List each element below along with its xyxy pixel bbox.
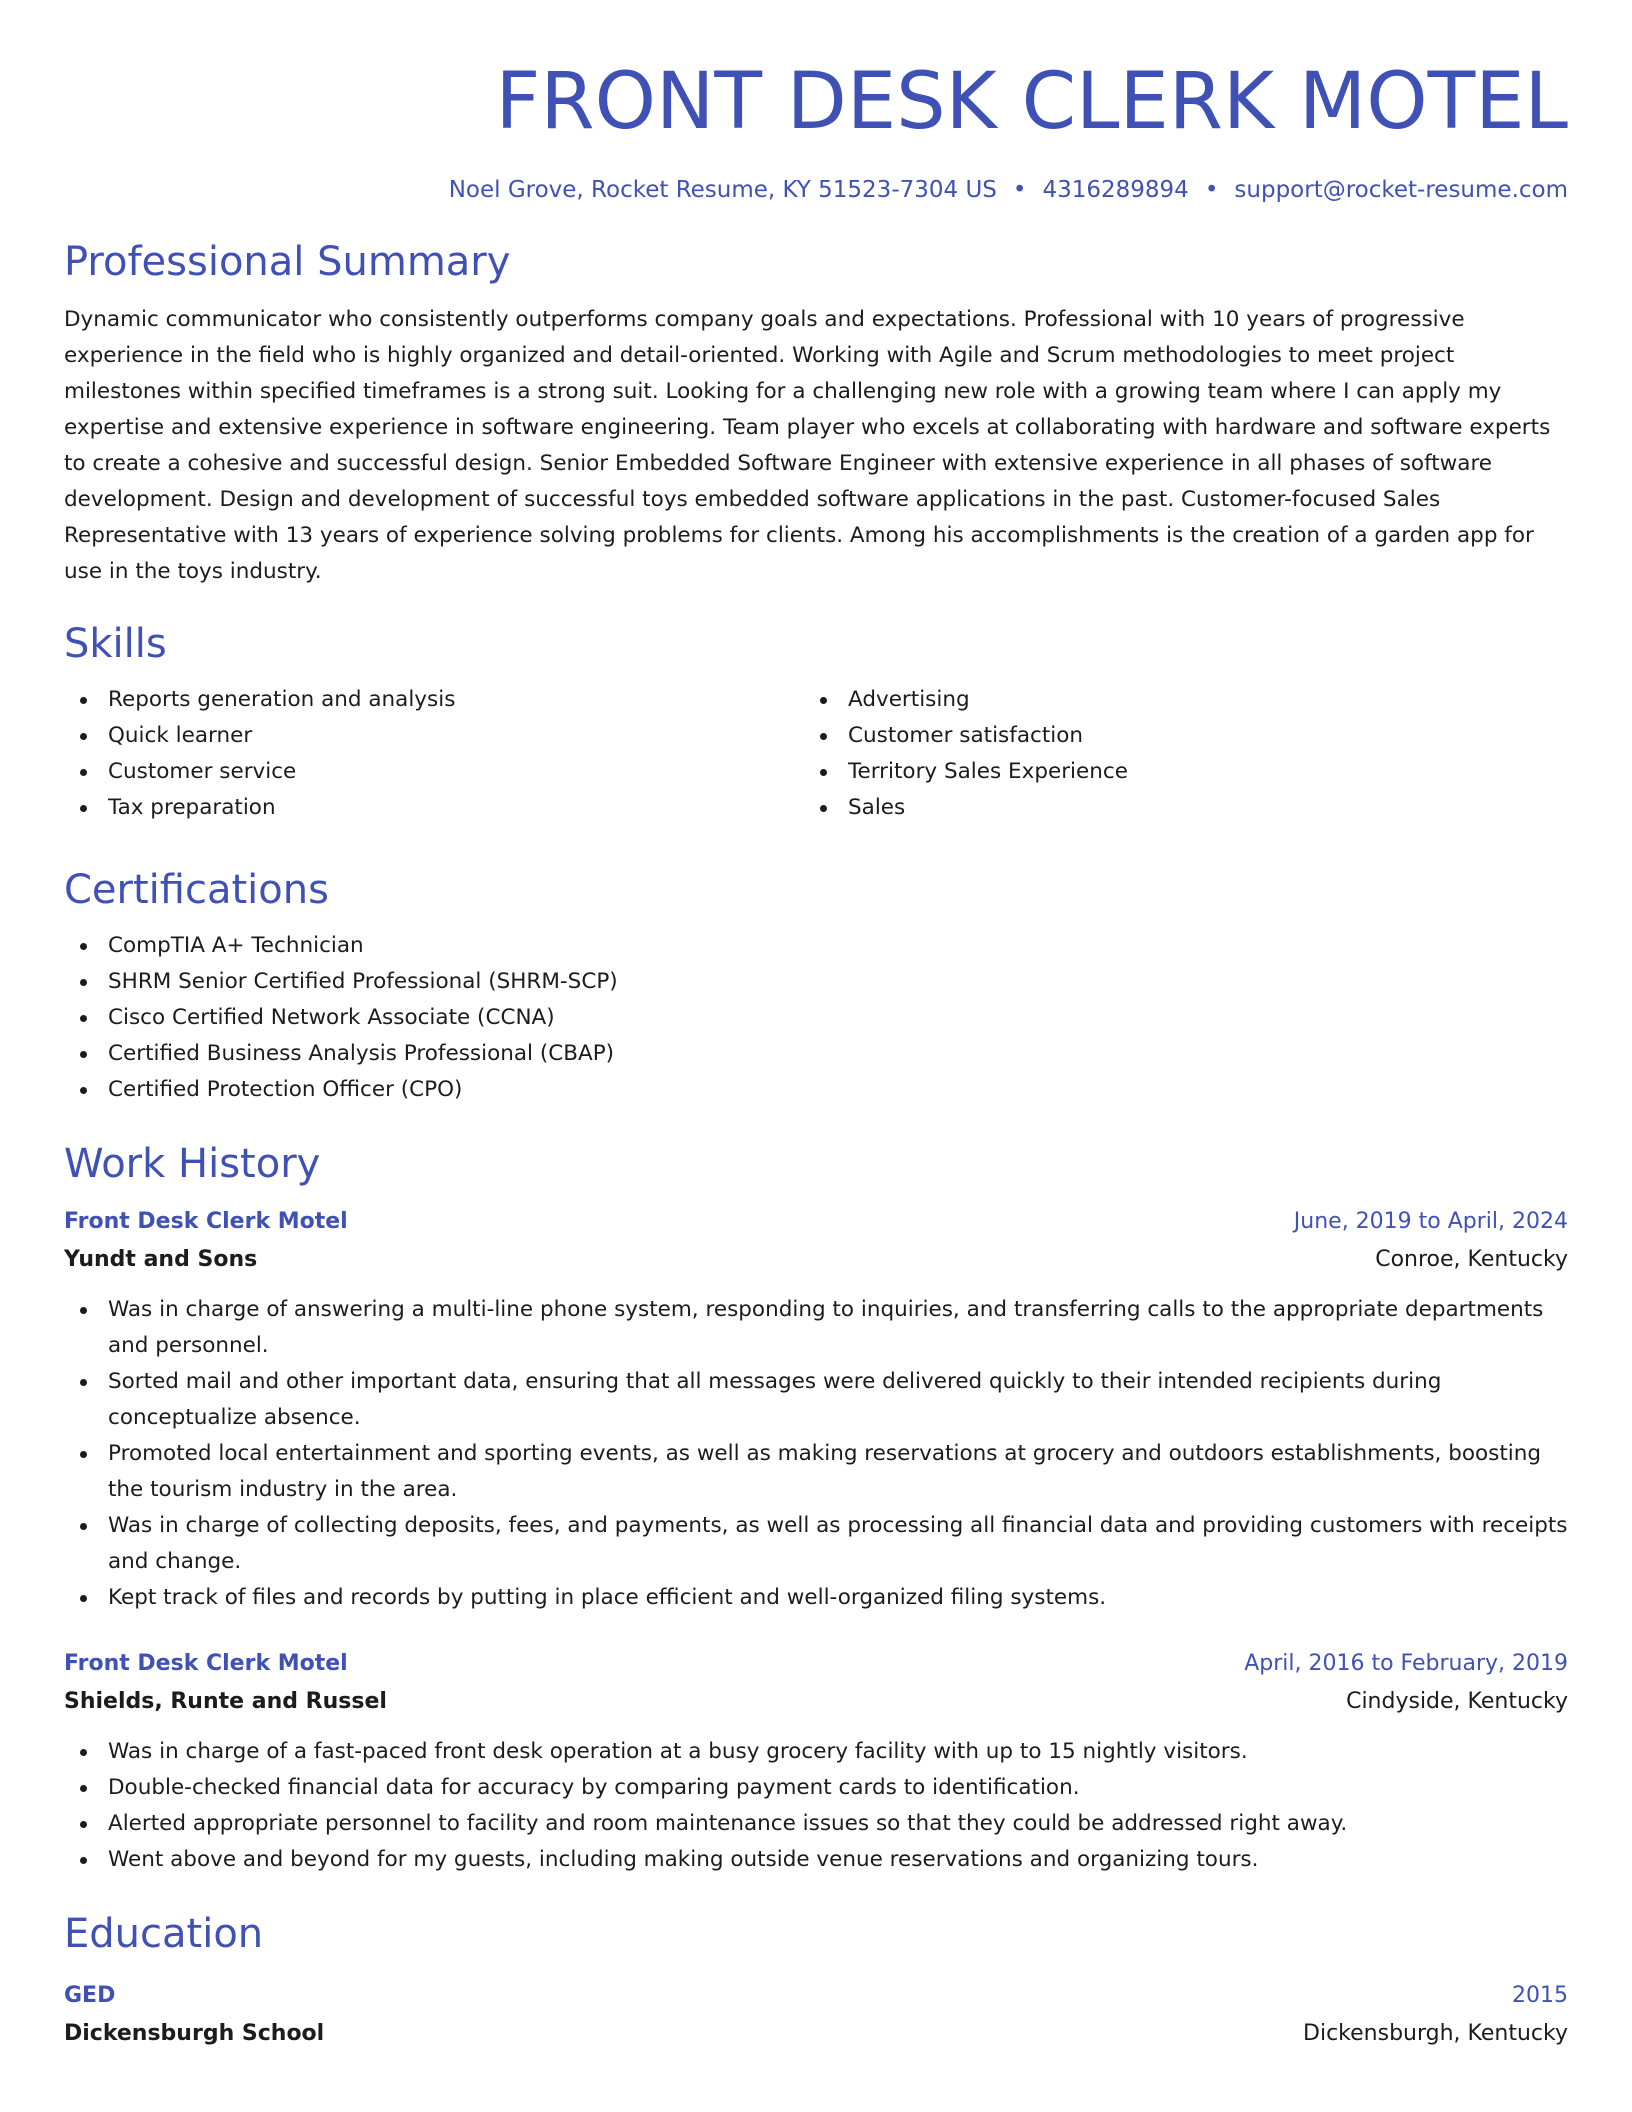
bullet-icon: [80, 979, 87, 986]
skill-item: [804, 718, 1544, 754]
bullet-icon: [820, 697, 827, 704]
bullet-icon: [80, 1087, 87, 1094]
certification-item: [64, 1036, 1568, 1072]
skills-heading: Skills: [64, 621, 167, 667]
contact-separator: •: [1204, 177, 1219, 203]
bullet-icon: [80, 1523, 87, 1530]
job-duty: [64, 1580, 1568, 1616]
candidate-name: FRONT DESK CLERK MOTEL: [495, 57, 1568, 147]
contact-separator: •: [1012, 177, 1027, 203]
bullet-icon: [80, 1451, 87, 1458]
skill-item: [64, 718, 804, 754]
certification-item: [64, 1000, 1568, 1036]
bullet-icon: [80, 1749, 87, 1756]
job-title: Front Desk Clerk Motel: [64, 1651, 348, 1676]
bullet-icon: [80, 733, 87, 740]
skill-label: Customer satisfaction: [848, 723, 1083, 748]
job-dates: April, 2016 to February, 2019: [1244, 1651, 1568, 1676]
job-dates: June, 2019 to April, 2024: [1293, 1209, 1568, 1234]
education-location: Dickensburgh, Kentucky: [1303, 2021, 1568, 2046]
certification-label: CompTIA A+ Technician: [108, 933, 364, 958]
job-header-row: [64, 1646, 1568, 1682]
job-duty-text: Was in charge of collecting deposits, fees, and payments, as well as processing all financial data and providing customers with receipts and change.: [108, 1513, 1568, 1574]
bullet-icon: [80, 1051, 87, 1058]
skill-label: Quick learner: [108, 723, 253, 748]
skills-list-right: [804, 682, 1544, 826]
bullet-icon: [80, 769, 87, 776]
certification-item: [64, 964, 1568, 1000]
bullet-icon: [80, 1595, 87, 1602]
certifications-section: [64, 864, 1568, 1108]
skill-item: [804, 790, 1544, 826]
education-school: Dickensburgh School: [64, 2021, 325, 2046]
job-company-row: [64, 1682, 1568, 1722]
summary-heading: Professional Summary: [64, 239, 511, 285]
job-duty: [64, 1508, 1568, 1580]
job-location: Conroe, Kentucky: [1375, 1247, 1568, 1272]
bullet-icon: [80, 1821, 87, 1828]
job-entry: [64, 1204, 1568, 1616]
education-degree: GED: [64, 1983, 116, 2008]
skill-label: Advertising: [848, 687, 970, 712]
skill-item: [64, 790, 804, 826]
bullet-icon: [820, 805, 827, 812]
contact-address: Noel Grove, Rocket Resume, KY 51523-7304 US: [448, 177, 997, 203]
contact-phone[interactable]: 4316289894: [1042, 177, 1189, 203]
education-heading: Education: [64, 1911, 264, 1957]
job-duty-text: Kept track of files and records by putting in place efficient and well-organized filing systems.: [108, 1585, 1107, 1610]
certifications-list: [64, 928, 1568, 1108]
job-duty-text: Was in charge of answering a multi-line phone system, responding to inquiries, and transferring calls to the appropriate departments and personnel.: [108, 1297, 1544, 1358]
work-history-heading: Work History: [64, 1141, 321, 1187]
work-history-section: [64, 1138, 1568, 1878]
job-company: Yundt and Sons: [64, 1247, 258, 1272]
education-school-row: [64, 2014, 1568, 2054]
bullet-icon: [80, 1307, 87, 1314]
job-duty-text: Double-checked financial data for accuracy by comparing payment cards to identification.: [108, 1775, 1080, 1800]
job-entry: [64, 1646, 1568, 1878]
skills-columns: [64, 682, 1568, 826]
job-location: Cindyside, Kentucky: [1346, 1689, 1568, 1714]
certification-label: Cisco Certified Network Associate (CCNA): [108, 1005, 555, 1030]
certifications-heading: Certifications: [64, 867, 329, 913]
skill-label: Territory Sales Experience: [848, 759, 1128, 784]
job-duty: [64, 1806, 1568, 1842]
certification-item: [64, 1072, 1568, 1108]
job-company-row: [64, 1240, 1568, 1280]
skill-label: Reports generation and analysis: [108, 687, 456, 712]
bullet-icon: [820, 733, 827, 740]
resume-header: [64, 52, 1568, 206]
bullet-icon: [80, 1785, 87, 1792]
job-duty-text: Alerted appropriate personnel to facility and room maintenance issues so that they could be addressed right away.: [108, 1811, 1348, 1836]
summary-section: [64, 236, 1568, 590]
job-duty: [64, 1292, 1568, 1364]
education-section: [64, 1908, 1568, 2054]
job-duties-list: [64, 1734, 1568, 1878]
bullet-icon: [80, 943, 87, 950]
job-duty-text: Went above and beyond for my guests, including making outside venue reservations and organizing tours.: [108, 1847, 1259, 1872]
certification-item: [64, 928, 1568, 964]
bullet-icon: [80, 1857, 87, 1864]
job-duty: [64, 1364, 1568, 1436]
job-company: Shields, Runte and Russel: [64, 1689, 387, 1714]
bullet-icon: [80, 1379, 87, 1386]
job-header-row: [64, 1204, 1568, 1240]
bullet-icon: [80, 1015, 87, 1022]
skill-item: [804, 682, 1544, 718]
skill-item: [804, 754, 1544, 790]
education-year: 2015: [1512, 1983, 1568, 2008]
skill-label: Tax preparation: [108, 795, 276, 820]
skill-label: Customer service: [108, 759, 297, 784]
certification-label: Certified Protection Officer (CPO): [108, 1077, 463, 1102]
skills-list-left: [64, 682, 804, 826]
summary-text: Dynamic communicator who consistently outperforms company goals and expectations. Professional with 10 years of progressive experience in the field who is highly organized and detail-oriented. Working with Agile and Scrum methodologies to meet project milestones within specified timeframes is a strong suit. Looking for a challenging new role with a growing team where I can apply my expertise and extensive experience in software engineering. Team player who excels at collaborating with hardware and software experts to create a cohesive and successful design. Senior Embedded Software Engineer with extensive experience in all phases of software development. Design and development of successful toys embedded software applications in the past. Customer-focused Sales Representative with 13 years of experience solving problems for clients. Among his accomplishments is the creation of a garden app for use in the toys industry.: [64, 307, 1551, 584]
skill-item: [64, 682, 804, 718]
job-duty-text: Promoted local entertainment and sporting events, as well as making reservations at grocery and outdoors establishments, boosting the tourism industry in the area.: [108, 1441, 1542, 1502]
bullet-icon: [820, 769, 827, 776]
education-header-row: [64, 1978, 1568, 2014]
certification-label: SHRM Senior Certified Professional (SHRM-SCP): [108, 969, 618, 994]
education-entry: [64, 1978, 1568, 2054]
certification-label: Certified Business Analysis Professional (CBAP): [108, 1041, 615, 1066]
job-duty: [64, 1734, 1568, 1770]
job-duty-text: Was in charge of a fast-paced front desk operation at a busy grocery facility with up to 15 nightly visitors.: [108, 1739, 1248, 1764]
job-duty-text: Sorted mail and other important data, ensuring that all messages were delivered quickly to their intended recipients during conceptualize absence.: [108, 1369, 1442, 1430]
contact-line: [64, 174, 1568, 206]
job-duties-list: [64, 1292, 1568, 1616]
skills-section: [64, 618, 1568, 826]
bullet-icon: [80, 697, 87, 704]
skill-item: [64, 754, 804, 790]
job-duty: [64, 1436, 1568, 1508]
skill-label: Sales: [848, 795, 906, 820]
job-duty: [64, 1770, 1568, 1806]
bullet-icon: [80, 805, 87, 812]
contact-email[interactable]: support@rocket-resume.com: [1234, 177, 1568, 203]
job-title: Front Desk Clerk Motel: [64, 1209, 348, 1234]
job-duty: [64, 1842, 1568, 1878]
